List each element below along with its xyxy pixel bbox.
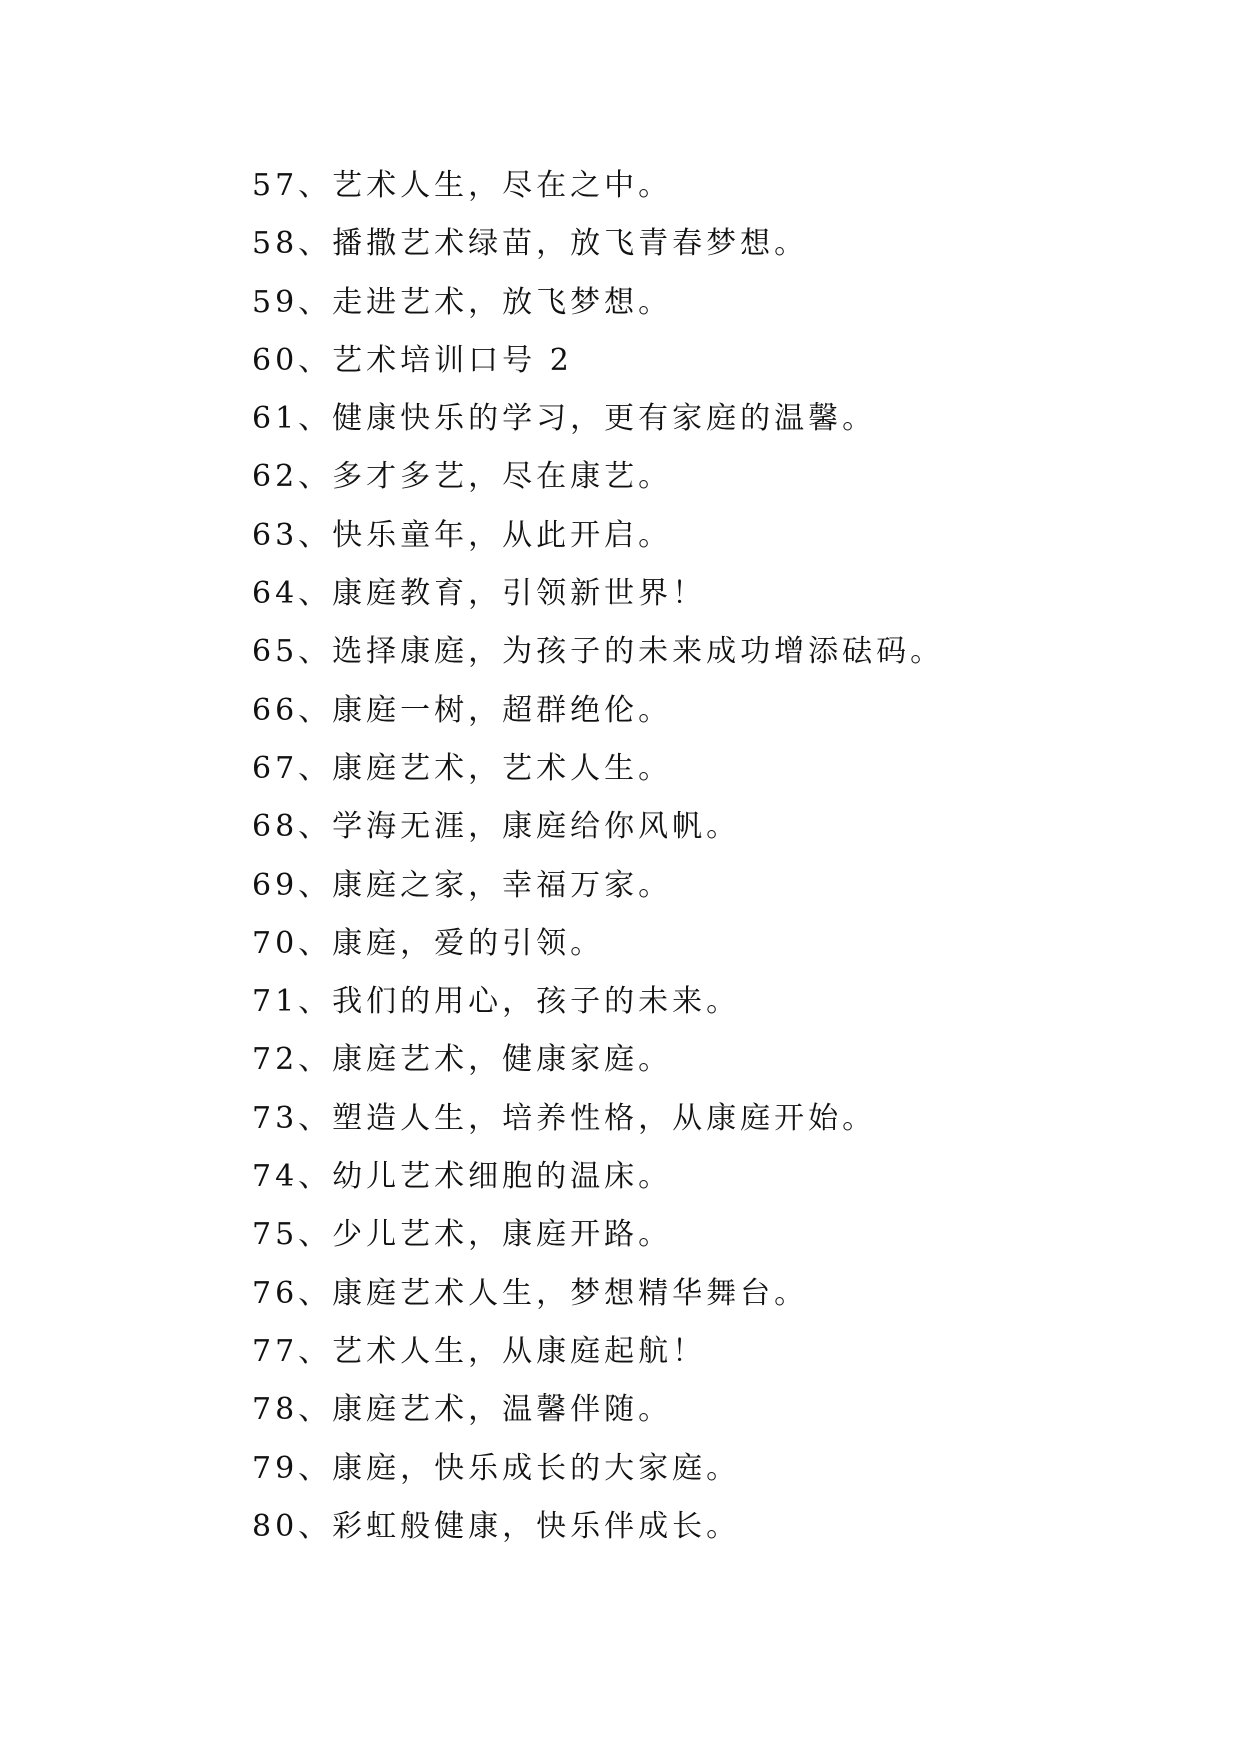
slogan-line: 79、康庭，快乐成长的大家庭。 xyxy=(252,1450,741,1486)
slogan-line: 78、康庭艺术，温馨伴随。 xyxy=(252,1392,673,1428)
slogan-line: 67、康庭艺术，艺术人生。 xyxy=(252,750,673,786)
slogan-line: 58、播撒艺术绿苗，放飞青春梦想。 xyxy=(252,226,809,262)
slogan-line: 72、康庭艺术，健康家庭。 xyxy=(252,1042,673,1078)
slogan-line: 65、选择康庭，为孩子的未来成功增添砝码。 xyxy=(252,634,945,670)
slogan-line: 69、康庭之家，幸福万家。 xyxy=(252,867,673,903)
slogan-line: 77、艺术人生，从康庭起航！ xyxy=(252,1333,707,1369)
slogan-line: 70、康庭，爱的引领。 xyxy=(252,925,605,961)
slogan-line: 71、我们的用心，孩子的未来。 xyxy=(252,984,741,1020)
slogan-line: 75、少儿艺术，康庭开路。 xyxy=(252,1217,673,1253)
slogan-line: 61、健康快乐的学习，更有家庭的温馨。 xyxy=(252,401,877,437)
slogan-line: 59、走进艺术，放飞梦想。 xyxy=(252,284,673,320)
slogan-line: 73、塑造人生，培养性格，从康庭开始。 xyxy=(252,1100,877,1136)
slogan-line: 76、康庭艺术人生，梦想精华舞台。 xyxy=(252,1275,809,1311)
slogan-line: 74、幼儿艺术细胞的温床。 xyxy=(252,1159,673,1195)
slogan-list xyxy=(252,157,1212,1556)
slogan-line: 63、快乐童年，从此开启。 xyxy=(252,517,673,553)
slogan-line: 66、康庭一树，超群绝伦。 xyxy=(252,692,673,728)
slogan-line: 62、多才多艺，尽在康艺。 xyxy=(252,459,673,495)
slogan-line: 64、康庭教育，引领新世界！ xyxy=(252,576,707,612)
slogan-line: 68、学海无涯，康庭给你风帆。 xyxy=(252,809,741,845)
slogan-line: 80、彩虹般健康，快乐伴成长。 xyxy=(252,1508,741,1544)
section-heading: 60、艺术培训口号 2 xyxy=(252,342,573,378)
slogan-line: 57、艺术人生，尽在之中。 xyxy=(252,168,673,203)
